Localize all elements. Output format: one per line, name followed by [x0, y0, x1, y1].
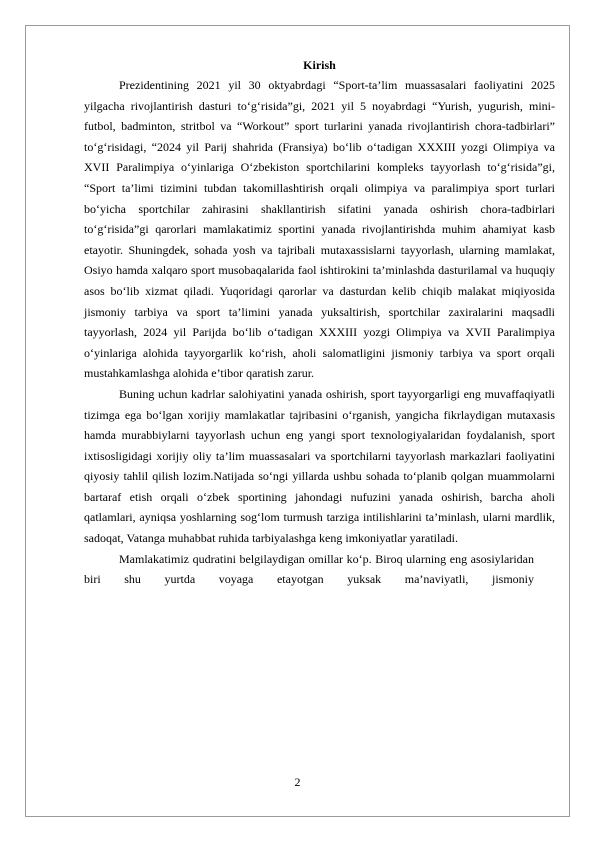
paragraph-2: Buning uchun kadrlar salohiyatini yanada oshirish, sport tayyorgarligi eng muvaffaqiyatli tizimga ega bo‘lgan xorijiy mamlakatlar tajribasini o‘rganish, yangicha fikrlaydigan mutaxasis hamda murabbiylarni tayyorlash uchun eng yangi sport texnologiyalaridan foydalanish, sport ixtisosligidagi xorijiy oliy ta’lim muassasalari va sportchilarni tayyorlash markazlari faoliyatini qiyosiy tahlil qilish lozim.Natijada so‘ngi yillarda ushbu sohada to‘planib qolgan muammolarni bartaraf etish orqali o‘zbek sportining jahondagi nufuzini yanada oshirish, barcha aholi qatlamlari, ayniqsa yoshlarning sog‘lom turmush tarziga intilishlarini ta’minlash, ularni mardlik, sadoqat, Vatanga muhabbat ruhida tarbiyalashga keng imkoniyatlar yaratiladi.: [84, 386, 555, 546]
paragraph-1: Prezidentining 2021 yil 30 oktyabrdagi “Sport-ta’lim muassasalari faoliyatini 2025 yilgacha rivojlantirish dasturi to‘g‘risida”gi, 2021 yil 5 noyabrdagi “Yurish, yugurish, mini-futbol, badminton, stritbol va “Workout” sport turlarini yanada rivojlantirish chora-tadbirlari” to‘g‘risidagi, “2024 yil Parij shahrida (Fransiya) bo‘lib o‘tadigan XXXIII yozgi Olimpiya va XVII Paralimpiya o‘yinlariga O‘zbekiston sportchilarini kompleks tayyorlash to‘g‘risida”gi, “Sport ta’limi tizimini tubdan takomillashtirish orqali olimpiya va paralimpiya sport turlari bo‘yicha sportchilar zahirasini shakllantirish sifatini yanada oshirish chora-tadbirlari to‘g‘risida”gi qarorlari mamlakatimiz sportini yanada rivojlantirishda muhim ahamiyat kasb etayotir. Shuningdek, sohada yosh va tajribali mutaxassislarni tayyorlash, ularning mamlakat, Osiyo hamda xalqaro sport musobaqalarida faol ishtirokini ta’minlashda dasturilamal va huquqiy asos bo‘lib xizmat qiladi. Yuqoridagi qarorlar va dasturdan kelib chiqib malakat miqiyosida jismoniy tarbiya va sport ta’limini yanada yuksaltirish, sportchilar zaxiralarini maqsadli tayyorlash, 2024 yil Parijda bo‘lib o‘tadigan XXXIII yozgi Olimpiya va XVII Paralimpiya o‘yinlariga alohida tayyorgarlik ko‘rish, aholi salomatligini jismoniy tarbiya va sport orqali mustahkamlashga alohida e’tibor qaratish zarur.: [84, 78, 555, 381]
document-body: [84, 55, 555, 590]
page-number: 2: [294, 775, 301, 789]
paragraph-3: Mamlakatimiz qudratini belgilaydigan omillar ko‘p. Biroq ularning eng asosiylaridan biri shu yurtda voyaga etayotgan yuksak ma’naviyatli, jismoniy: [84, 551, 534, 587]
section-title: Kirish: [303, 58, 336, 72]
